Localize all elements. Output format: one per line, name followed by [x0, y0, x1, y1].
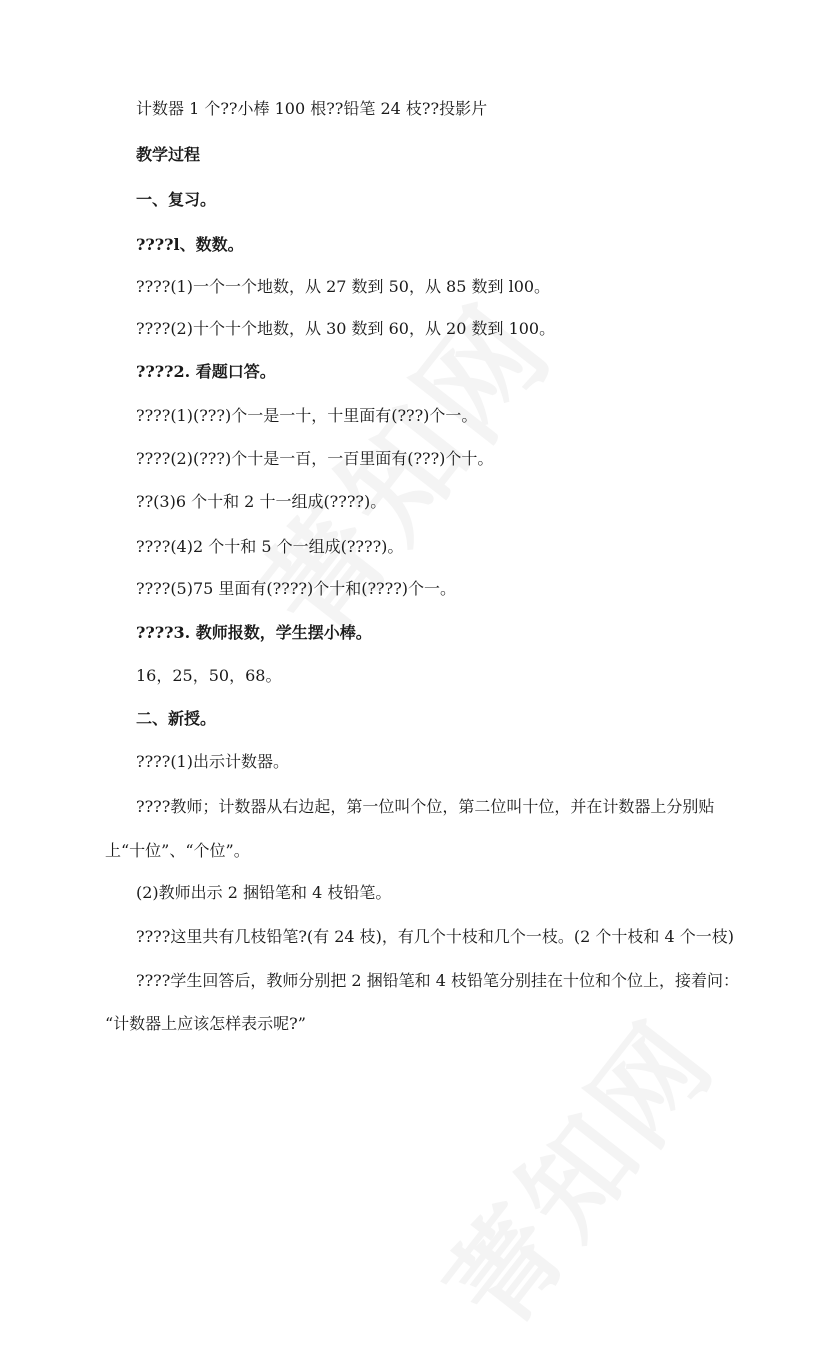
paragraph: ????这里共有几枝铅笔?(有 24 枝)，有几个十枝和几个一枝。(2 个十枝和 4 个一枝) — [136, 927, 735, 946]
paragraph: (2)教师出示 2 捆铅笔和 4 枝铅笔。 — [136, 883, 392, 902]
paragraph: ????(2)(???)个十是一百，一百里面有(???)个十。 — [136, 449, 494, 468]
paragraph: ????(1)(???)个一是一十，十里面有(???)个一。 — [136, 406, 478, 425]
subsection-heading: ????l、数数。 — [136, 235, 244, 254]
paragraph: “计数器上应该怎样表示呢?” — [105, 1014, 306, 1033]
paragraph: ????(1)出示计数器。 — [136, 752, 289, 771]
paragraph: ????(2)十个十个地数，从 30 数到 60，从 20 数到 100。 — [136, 319, 556, 338]
paragraph: ????学生回答后，教师分别把 2 捆铅笔和 4 枝铅笔分别挂在十位和个位上，接着问： — [136, 971, 740, 990]
paragraph: ????(1)一个一个地数，从 27 数到 50，从 85 数到 l00。 — [136, 277, 551, 296]
section-heading: 教学过程 — [136, 145, 201, 164]
subsection-heading: ????2. 看题口答。 — [136, 362, 276, 381]
paragraph: 16，25，50，68。 — [136, 666, 282, 685]
paragraph: 上“十位”、“个位”。 — [105, 841, 250, 860]
subsection-heading: ????3. 教师报数，学生摆小棒。 — [136, 623, 372, 642]
watermark — [405, 983, 744, 1355]
materials-line: 计数器 1 个??小棒 100 根??铅笔 24 枝??投影片 — [136, 99, 488, 118]
paragraph: ??(3)6 个十和 2 十一组成(????)。 — [136, 492, 387, 511]
paragraph: ????教师；计数器从右边起，第一位叫个位，第二位叫十位，并在计数器上分别贴 — [136, 797, 715, 816]
paragraph: ????(5)75 里面有(????)个十和(????)个一。 — [136, 579, 457, 598]
paragraph: ????(4)2 个十和 5 个一组成(????)。 — [136, 537, 404, 556]
section-heading: 二、新授。 — [136, 709, 217, 728]
section-heading: 一、复习。 — [136, 190, 217, 209]
